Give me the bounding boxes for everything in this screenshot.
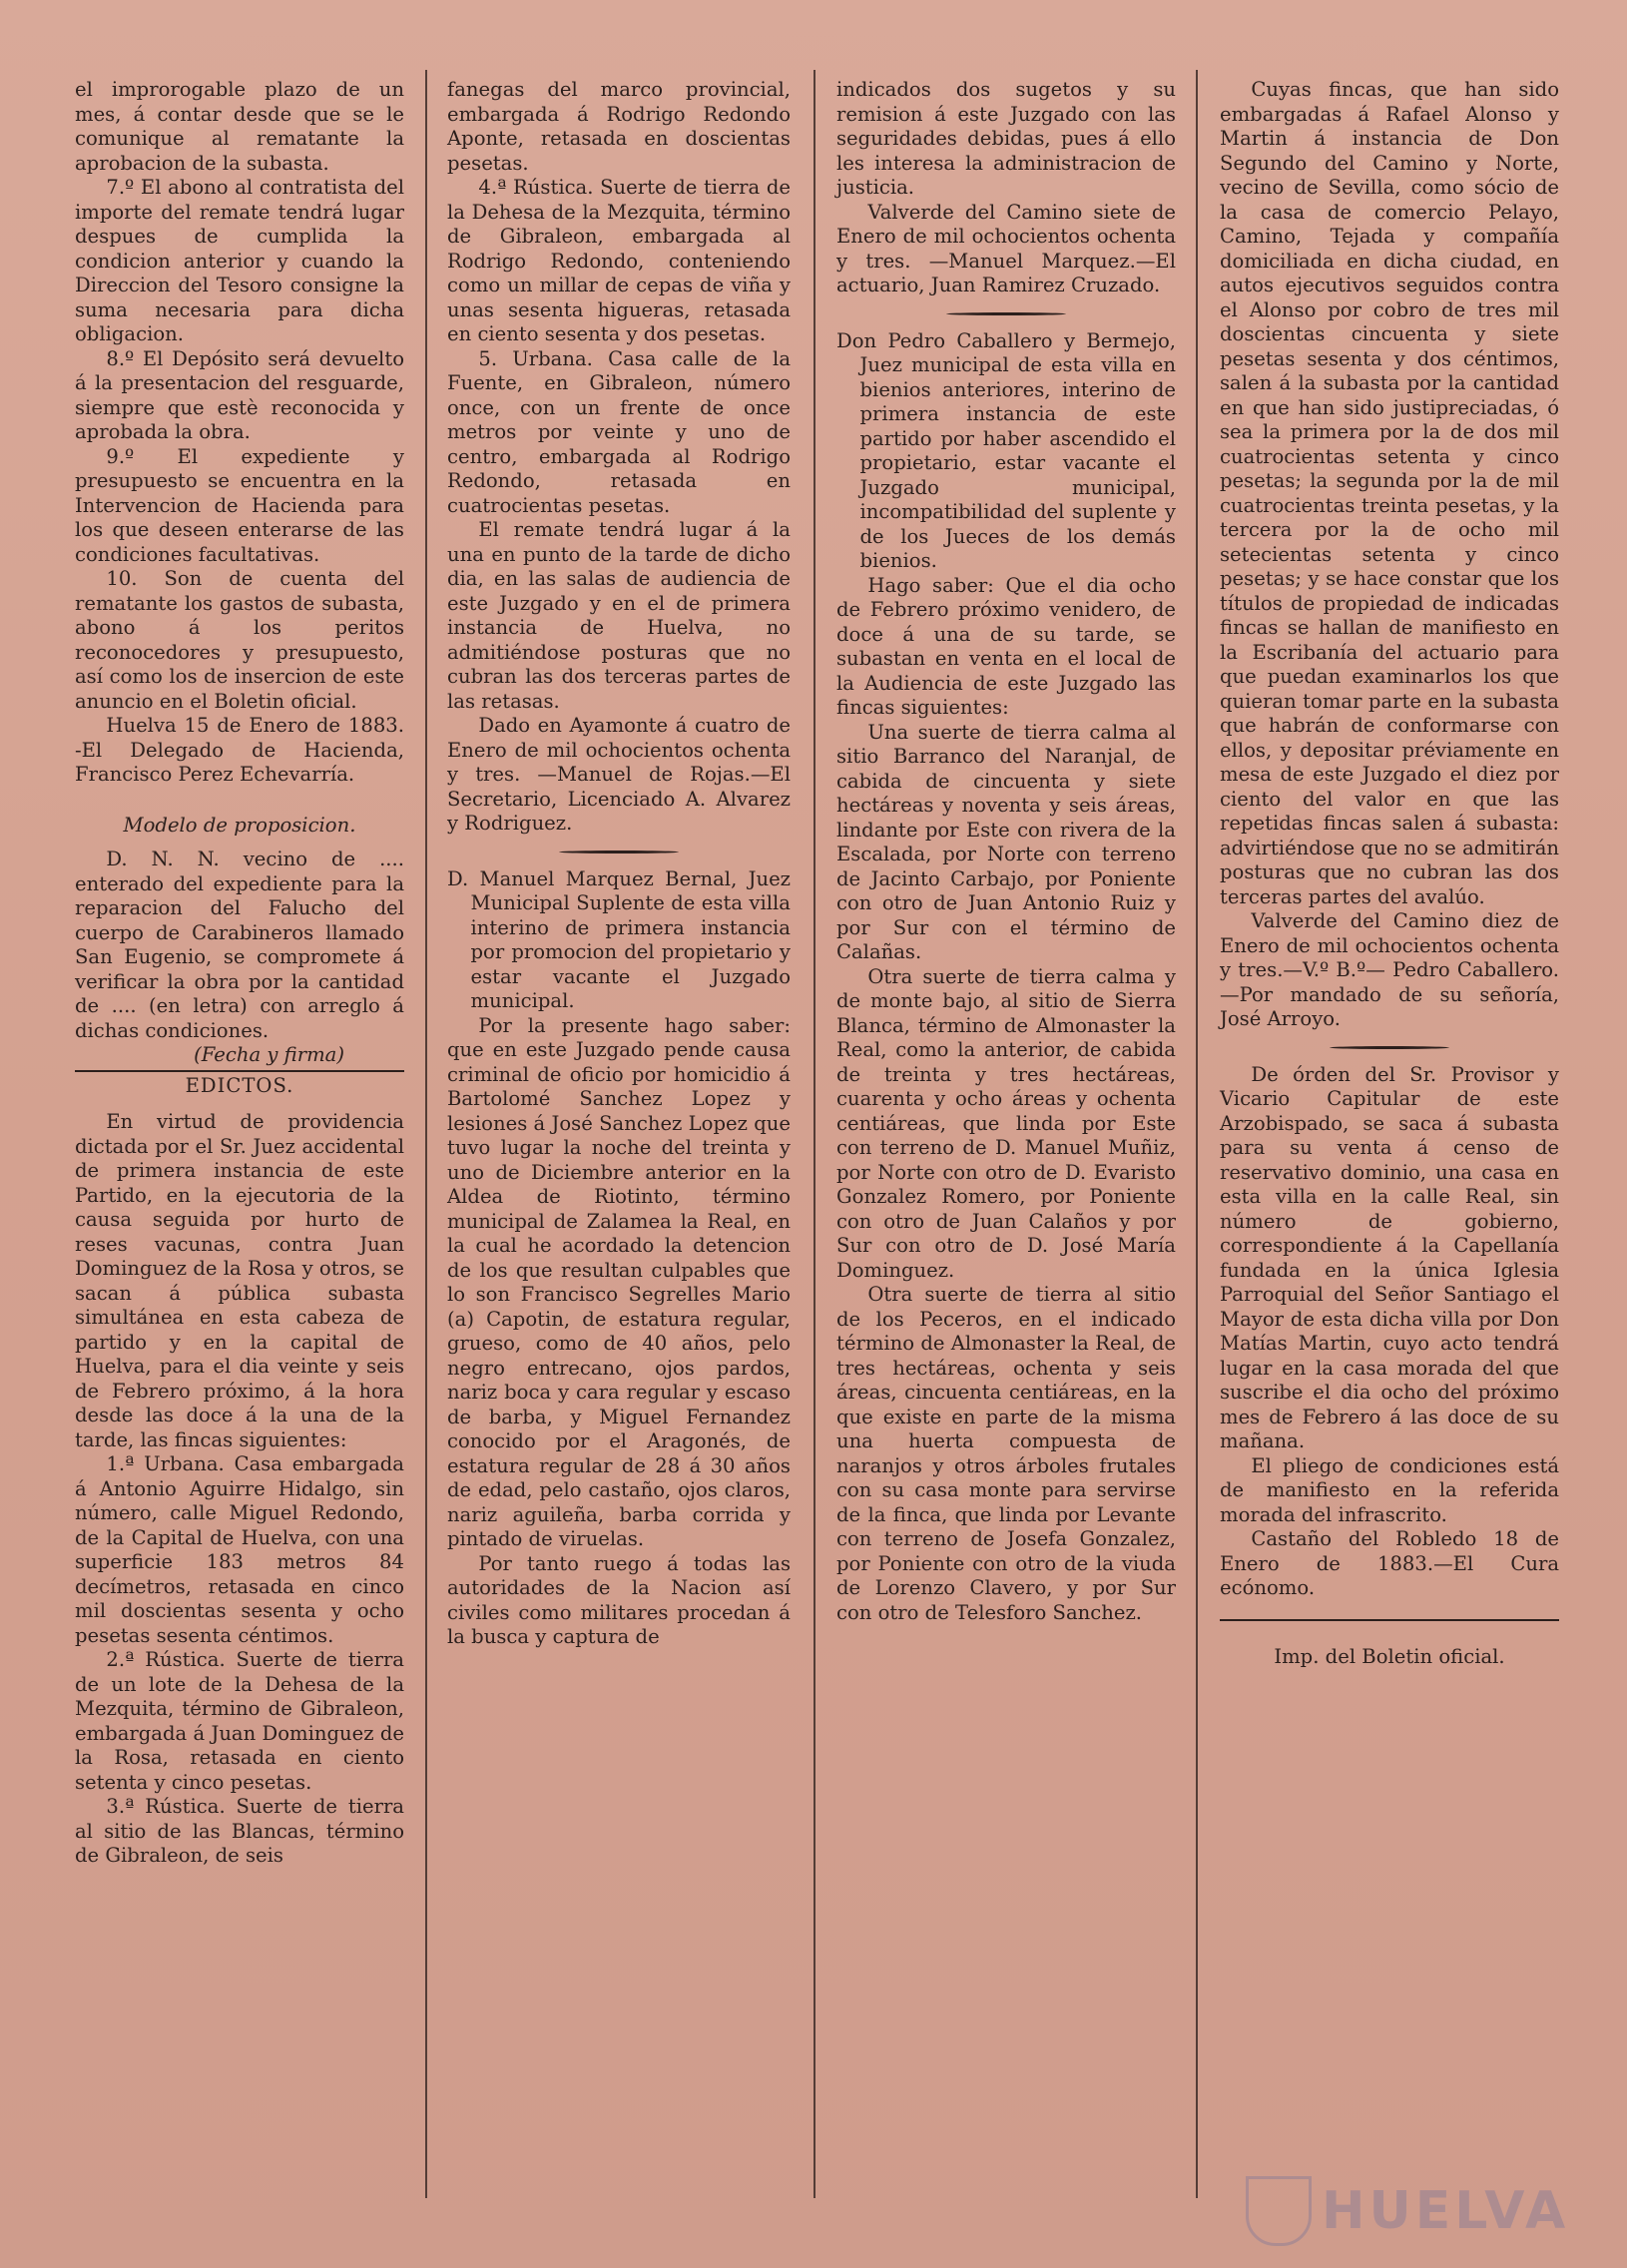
paragraph: 1.ª Urbana. Casa embargada á Antonio Aguirre Hidalgo, sin número, calle Miguel Redondo, de la Capital de Huelva, con una superficie 183 metros 84 decímetros, retasada en cinco mil doscientas sesenta y ocho pesetas sesenta céntimos. xyxy=(75,1452,404,1647)
divider xyxy=(946,312,1066,315)
paragraph: El remate tendrá lugar á la una en punto de la tarde de dicho dia, en las salas de audiencia de este Juzgado y en el de primera instancia de Huelva, no admitiéndose posturas que no cubran las dos terceras partes de las retasas. xyxy=(447,518,791,713)
paragraph: indicados dos sugetos y su remision á este Juzgado con las seguridades debidas, pues á ello les interesa la administracion de justicia. xyxy=(836,78,1176,199)
paragraph: Una suerte de tierra calma al sitio Barranco del Naranjal, de cabida de cincuenta y siete hectáreas y noventa y seis áreas, lindante por Este con rivera de la Escalada, por Norte con terreno de Jacinto Carbajo, por Poniente con otro de Juan Antonio Ruiz y por Sur con el término de Calañas. xyxy=(836,720,1176,963)
model-text: D. N. N. vecino de .... enterado del expediente para la reparacion del Falucho del cuerpo de Carabineros llamado San Eugenio, se compromete á verificar la obra por la cantidad de .... (en letra) con arreglo á dichas condiciones. xyxy=(75,848,404,1042)
divider xyxy=(1220,1619,1559,1621)
paragraph: Cuyas fincas, que han sido embargadas á Rafael Alonso y Martin á instancia de Don Segundo del Camino y Norte, vecino de Sevilla, como sócio de la casa de comercio Pelayo, Camino, Tejada y compañía domiciliada en dicha ciudad, en autos ejecutivos seguidos contra el Alonso por cobro de tres mil doscientas cincuenta y siete pesetas sesenta y dos céntimos, salen á la subasta por la cantidad en que han sido justipreciadas, ó sea la primera por la de dos mil cuatrocientas setenta y cinco pesetas; la segunda por la de mil cuatrocientas treinta pesetas, y la tercera por la de ocho mil setecientas setenta y cinco pesetas; y se hace constar que los títulos de propiedad de indicadas fincas se hallan de manifiesto en la Escribanía del actuario para que puedan examinarlos los que quieran tomar parte en la subasta que habrán de conformarse con ellos, y depositar préviamente en mesa de este Juzgado el diez por ciento del valor en que las repetidas fincas salen á subasta: advirtiéndose que no se admitirán posturas que no cubran las dos terceras partes del avalúo. xyxy=(1220,78,1559,908)
paragraph: Don Pedro Caballero y Bermejo, Juez municipal de esta villa en bienios anteriores, interino de primera instancia de este partido por haber ascendido el propietario, estar vacante el Juzgado municipal, incompatibilidad del suplente y de los Jueces de los demás bienios. xyxy=(836,328,1176,572)
model-title: Modelo de proposicion. xyxy=(123,813,356,837)
paragraph: Castaño del Robledo 18 de Enero de 1883.—El Cura ecónomo. xyxy=(1220,1527,1559,1599)
column-rule xyxy=(425,70,427,2198)
divider xyxy=(559,850,679,853)
column-4 xyxy=(1220,78,1559,1669)
paragraph: 9.º El expediente y presupuesto se encuentra en la Intervencion de Hacienda para los que deseen enterarse de las condiciones facultativas. xyxy=(75,444,404,566)
paragraph: 2.ª Rústica. Suerte de tierra de un lote de la Dehesa de la Mezquita, término de Gibraleon, embargada á Juan Dominguez de la Rosa, retasada en ciento setenta y cinco pesetas. xyxy=(75,1648,404,1794)
paragraph: Otra suerte de tierra calma y de monte bajo, al sitio de Sierra Blanca, término de Almonaster la Real, como la anterior, de cabida de treinta y tres hectáreas, cuarenta y ocho áreas y ochenta centiáreas, que linda por Este con terreno de D. Manuel Muñiz, por Norte con otro de D. Evaristo Gonzalez Romero, por Poniente con otro de Juan Calaños y por Sur con otro de D. José María Dominguez. xyxy=(836,964,1176,1282)
paragraph: fanegas del marco provincial, embargada á Rodrigo Redondo Aponte, retasada en doscientas pesetas. xyxy=(447,78,791,175)
paragraph: Por tanto ruego á todas las autoridades de la Nacion así civiles como militares procedan á la busca y captura de xyxy=(447,1551,791,1648)
paragraph: Otra suerte de tierra al sitio de los Peceros, en el indicado término de Almonaster la Real, de tres hectáreas, ochenta y seis áreas, cincuenta centiáreas, en la que existe en parte de la misma una huerta compuesta de naranjos y otros árboles frutales con su casa monte para servirse de la finca, que linda por Levante con terreno de Josefa Gonzalez, por Poniente con otro de la viuda de Lorenzo Clavero, y por Sur con otro de Telesforo Sanchez. xyxy=(836,1283,1176,1624)
divider xyxy=(75,1070,404,1072)
paragraph: El pliego de condiciones está de manifiesto en la referida morada del infrascrito. xyxy=(1220,1453,1559,1526)
imprint: Imp. del Boletin oficial. xyxy=(1274,1644,1505,1668)
paragraph: 5. Urbana. Casa calle de la Fuente, en Gibraleon, número once, con un frente de once metros por veinte y uno de centro, embargada al Rodrigo Redondo, retasada en cuatrocientas pesetas. xyxy=(447,346,791,517)
paragraph: el improrogable plazo de un mes, á contar desde que se le comunique al rematante la aprobacion de la subasta. xyxy=(75,78,404,175)
edictos-heading: EDICTOS. xyxy=(185,1073,294,1097)
paragraph: Por la presente hago saber: que en este Juzgado pende causa criminal de oficio por homicidio á Bartolomé Sanchez Lopez y lesiones á José Sanchez Lopez que tuvo lugar la noche del treinta y uno de Diciembre anterior en la Aldea de Riotinto, término municipal de Zalamea la Real, en la cual he acordado la detencion de los que resultan culpables que lo son Francisco Segrelles Mario (a) Capotin, de estatura regular, grueso, como de 40 años, pelo negro entrecano, ojos pardos, nariz boca y cara regular y escaso de barba, y Miguel Fernandez conocido por el Aragonés, de estatura regular de 28 á 30 años de edad, pelo castaño, ojos claros, nariz aguileña, barba corrida y pintado de viruelas. xyxy=(447,1013,791,1550)
paragraph: Valverde del Camino siete de Enero de mil ochocientos ochenta y tres. —Manuel Marquez.—El actuario, Juan Ramirez Cruzado. xyxy=(836,200,1176,296)
paragraph: D. Manuel Marquez Bernal, Juez Municipal Suplente de esta villa interino de primera instancia por promocion del propietario y estar vacante el Juzgado municipal. xyxy=(447,866,791,1012)
column-rule xyxy=(1196,70,1198,2198)
paragraph: 3.ª Rústica. Suerte de tierra al sitio de las Blancas, término de Gibraleon, de seis xyxy=(75,1795,404,1867)
coat-of-arms-icon xyxy=(1246,2176,1312,2246)
paragraph: Huelva 15 de Enero de 1883. -El Delegado de Hacienda, Francisco Perez Echevarría. xyxy=(75,714,404,786)
column-3 xyxy=(836,78,1176,1625)
paragraph: 10. Son de cuenta del rematante los gastos de subasta, abono á los peritos reconocedores y presupuesto, así como los de insercion de este anuncio en el Boletin oficial. xyxy=(75,567,404,713)
paragraph: 7.º El abono al contratista del importe del remate tendrá lugar despues de cumplida la condicion anterior y cuando la Direccion del Tesoro consigne la suma necesaria para dicha obligacion. xyxy=(75,176,404,345)
column-1 xyxy=(75,78,404,1869)
paragraph: Valverde del Camino diez de Enero de mil ochocientos ochenta y tres.—V.º B.º— Pedro Caballero.—Por mandado de su señoría, José Arroyo. xyxy=(1220,909,1559,1030)
watermark xyxy=(1246,2176,1585,2246)
paragraph: Hago saber: Que el dia ocho de Febrero próximo venidero, de doce á una de su tarde, se subastan en venta en el local de la Audiencia de este Juzgado las fincas siguientes: xyxy=(836,573,1176,719)
paragraph: Dado en Ayamonte á cuatro de Enero de mil ochocientos ochenta y tres. —Manuel de Rojas.—El Secretario, Licenciado A. Alvarez y Rodriguez. xyxy=(447,714,791,835)
paragraph: De órden del Sr. Provisor y Vicario Capitular de este Arzobispado, se saca á subasta para su venta á censo de reservativo dominio, una casa en esta villa en la calle Real, sin número de gobierno, correspondiente á la Capellanía fundada en la única Iglesia Parroquial del Señor Santiago el Mayor de esta dicha villa por Don Matías Martin, cuyo acto tendrá lugar en la casa morada del que suscribe el dia ocho del próximo mes de Febrero á las doce de su mañana. xyxy=(1220,1062,1559,1452)
watermark-text: HUELVA xyxy=(1322,2181,1570,2241)
column-2 xyxy=(447,78,791,1650)
paragraph: 8.º El Depósito será devuelto á la presentacion del resguarde, siempre que estè reconocida y aprobada la obra. xyxy=(75,346,404,443)
column-rule xyxy=(814,70,815,2198)
paragraph: En virtud de providencia dictada por el Sr. Juez accidental de primera instancia de este Partido, en la ejecutoria de la causa seguida por hurto de reses vacunas, contra Juan Dominguez de la Rosa y otros, se sacan á pública subasta simultánea en esta cabeza de partido y en la capital de Huelva, para el dia veinte y seis de Febrero próximo, á la hora desde las doce á la una de la tarde, las fincas siguientes: xyxy=(75,1110,404,1451)
divider xyxy=(1330,1046,1449,1049)
paragraph: 4.ª Rústica. Suerte de tierra de la Dehesa de la Mezquita, término de Gibraleon, embargada al Rodrigo Redondo, conteniendo como un millar de cepas de viña y unas sesenta higueras, retasada en ciento sesenta y dos pesetas. xyxy=(447,176,791,345)
signature-placeholder: (Fecha y firma) xyxy=(194,1043,344,1066)
